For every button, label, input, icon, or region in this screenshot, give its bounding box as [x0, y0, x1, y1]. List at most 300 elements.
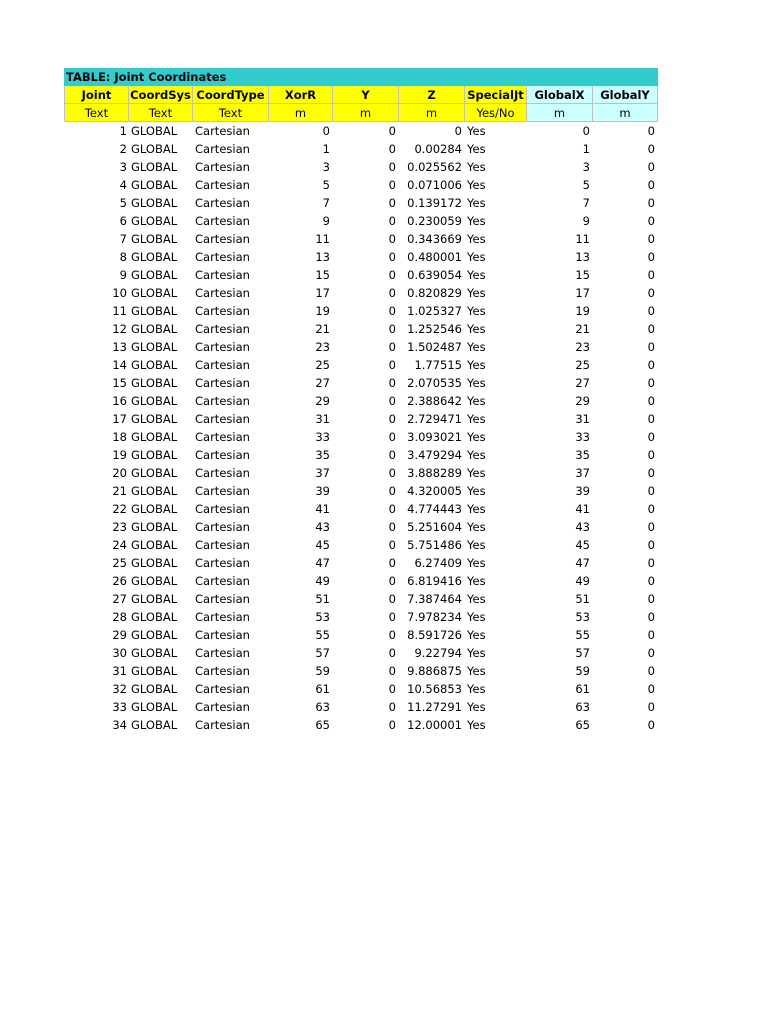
joint-cell: 17 — [112, 412, 127, 426]
coordsys-cell: GLOBAL — [131, 718, 178, 732]
joint-cell: 3 — [119, 160, 127, 174]
coordtype-cell: Cartesian — [195, 214, 250, 228]
globaly-cell: 0 — [647, 538, 655, 552]
joint-cell: 12 — [112, 322, 127, 336]
coordsys-cell: GLOBAL — [131, 556, 178, 570]
joint-cell: 31 — [112, 664, 127, 678]
coordsys-cell: GLOBAL — [131, 412, 178, 426]
joint-cell: 30 — [112, 646, 127, 660]
coordsys-cell: GLOBAL — [131, 628, 178, 642]
table-units-row — [64, 104, 658, 122]
coordtype-cell: Cartesian — [195, 502, 250, 516]
z-cell: 0.480001 — [407, 250, 462, 264]
globalx-cell: 61 — [575, 682, 590, 696]
globaly-cell: 0 — [647, 628, 655, 642]
header-specialjt: SpecialJt — [465, 86, 527, 104]
table-row — [64, 482, 658, 500]
specialjt-cell: Yes — [467, 430, 486, 444]
globalx-cell: 57 — [575, 646, 590, 660]
joint-cell: 21 — [112, 484, 127, 498]
joint-cell: 25 — [112, 556, 127, 570]
globaly-cell: 0 — [647, 376, 655, 390]
z-cell: 0.639054 — [407, 268, 462, 282]
joint-cell: 11 — [112, 304, 127, 318]
unit-globalx: m — [527, 104, 593, 122]
joint-cell: 26 — [112, 574, 127, 588]
globaly-cell: 0 — [647, 484, 655, 498]
coordsys-cell: GLOBAL — [131, 322, 178, 336]
specialjt-cell: Yes — [467, 466, 486, 480]
header-globalx: GlobalX — [527, 86, 593, 104]
coordtype-cell: Cartesian — [195, 610, 250, 624]
joint-coordinates-table — [64, 68, 658, 734]
table-row — [64, 626, 658, 644]
globalx-cell: 59 — [575, 664, 590, 678]
globalx-cell: 47 — [575, 556, 590, 570]
table-row — [64, 572, 658, 590]
coordtype-cell: Cartesian — [195, 538, 250, 552]
globaly-cell: 0 — [647, 556, 655, 570]
z-cell: 4.320005 — [407, 484, 462, 498]
joint-cell: 9 — [119, 268, 127, 282]
specialjt-cell: Yes — [467, 286, 486, 300]
y-cell: 0 — [388, 394, 396, 408]
z-cell: 0.820829 — [407, 286, 462, 300]
globaly-cell: 0 — [647, 340, 655, 354]
joint-cell: 14 — [112, 358, 127, 372]
y-cell: 0 — [388, 322, 396, 336]
table-row — [64, 698, 658, 716]
globalx-cell: 41 — [575, 502, 590, 516]
y-cell: 0 — [388, 556, 396, 570]
xorr-cell: 39 — [315, 484, 330, 498]
y-cell: 0 — [388, 628, 396, 642]
coordtype-cell: Cartesian — [195, 556, 250, 570]
coordsys-cell: GLOBAL — [131, 700, 178, 714]
z-cell: 2.729471 — [407, 412, 462, 426]
z-cell: 1.77515 — [414, 358, 462, 372]
y-cell: 0 — [388, 412, 396, 426]
globaly-cell: 0 — [647, 520, 655, 534]
xorr-cell: 61 — [315, 682, 330, 696]
specialjt-cell: Yes — [467, 664, 486, 678]
globaly-cell: 0 — [647, 142, 655, 156]
joint-cell: 18 — [112, 430, 127, 444]
y-cell: 0 — [388, 538, 396, 552]
joint-cell: 7 — [119, 232, 127, 246]
joint-cell: 6 — [119, 214, 127, 228]
globaly-cell: 0 — [647, 358, 655, 372]
z-cell: 0.230059 — [407, 214, 462, 228]
globalx-cell: 31 — [575, 412, 590, 426]
specialjt-cell: Yes — [467, 160, 486, 174]
globaly-cell: 0 — [647, 700, 655, 714]
globaly-cell: 0 — [647, 286, 655, 300]
xorr-cell: 51 — [315, 592, 330, 606]
specialjt-cell: Yes — [467, 502, 486, 516]
specialjt-cell: Yes — [467, 178, 486, 192]
globaly-cell: 0 — [647, 160, 655, 174]
z-cell: 7.978234 — [407, 610, 462, 624]
y-cell: 0 — [388, 358, 396, 372]
globaly-cell: 0 — [647, 196, 655, 210]
coordtype-cell: Cartesian — [195, 268, 250, 282]
z-cell: 1.502487 — [407, 340, 462, 354]
z-cell: 0.071006 — [407, 178, 462, 192]
specialjt-cell: Yes — [467, 646, 486, 660]
table-row — [64, 554, 658, 572]
specialjt-cell: Yes — [467, 682, 486, 696]
coordtype-cell: Cartesian — [195, 592, 250, 606]
coordsys-cell: GLOBAL — [131, 304, 178, 318]
coordtype-cell: Cartesian — [195, 430, 250, 444]
joint-cell: 15 — [112, 376, 127, 390]
globalx-cell: 49 — [575, 574, 590, 588]
z-cell: 11.27291 — [407, 700, 462, 714]
coordtype-cell: Cartesian — [195, 160, 250, 174]
y-cell: 0 — [388, 196, 396, 210]
globaly-cell: 0 — [647, 322, 655, 336]
globaly-cell: 0 — [647, 412, 655, 426]
globaly-cell: 0 — [647, 646, 655, 660]
y-cell: 0 — [388, 610, 396, 624]
y-cell: 0 — [388, 466, 396, 480]
joint-cell: 28 — [112, 610, 127, 624]
xorr-cell: 35 — [315, 448, 330, 462]
globalx-cell: 21 — [575, 322, 590, 336]
z-cell: 12.00001 — [407, 718, 462, 732]
coordtype-cell: Cartesian — [195, 124, 250, 138]
table-row — [64, 284, 658, 302]
z-cell: 0.343669 — [407, 232, 462, 246]
xorr-cell: 63 — [315, 700, 330, 714]
table-row — [64, 122, 658, 140]
globalx-cell: 37 — [575, 466, 590, 480]
joint-cell: 33 — [112, 700, 127, 714]
xorr-cell: 49 — [315, 574, 330, 588]
globalx-cell: 33 — [575, 430, 590, 444]
coordsys-cell: GLOBAL — [131, 394, 178, 408]
globalx-cell: 5 — [582, 178, 590, 192]
y-cell: 0 — [388, 646, 396, 660]
z-cell: 7.387464 — [407, 592, 462, 606]
xorr-cell: 53 — [315, 610, 330, 624]
globalx-cell: 13 — [575, 250, 590, 264]
y-cell: 0 — [388, 574, 396, 588]
coordtype-cell: Cartesian — [195, 718, 250, 732]
globalx-cell: 53 — [575, 610, 590, 624]
specialjt-cell: Yes — [467, 304, 486, 318]
coordsys-cell: GLOBAL — [131, 196, 178, 210]
z-cell: 10.56853 — [407, 682, 462, 696]
table-row — [64, 374, 658, 392]
xorr-cell: 19 — [315, 304, 330, 318]
z-cell: 2.070535 — [407, 376, 462, 390]
joint-cell: 32 — [112, 682, 127, 696]
globalx-cell: 65 — [575, 718, 590, 732]
joint-cell: 24 — [112, 538, 127, 552]
z-cell: 3.888289 — [407, 466, 462, 480]
coordsys-cell: GLOBAL — [131, 484, 178, 498]
joint-cell: 8 — [119, 250, 127, 264]
coordsys-cell: GLOBAL — [131, 124, 178, 138]
coordsys-cell: GLOBAL — [131, 592, 178, 606]
coordsys-cell: GLOBAL — [131, 520, 178, 534]
y-cell: 0 — [388, 250, 396, 264]
specialjt-cell: Yes — [467, 268, 486, 282]
y-cell: 0 — [388, 682, 396, 696]
coordtype-cell: Cartesian — [195, 484, 250, 498]
specialjt-cell: Yes — [467, 124, 486, 138]
z-cell: 5.751486 — [407, 538, 462, 552]
xorr-cell: 13 — [315, 250, 330, 264]
unit-coordtype: Text — [193, 104, 269, 122]
z-cell: 1.025327 — [407, 304, 462, 318]
coordtype-cell: Cartesian — [195, 394, 250, 408]
coordsys-cell: GLOBAL — [131, 502, 178, 516]
specialjt-cell: Yes — [467, 610, 486, 624]
header-xorr: XorR — [269, 86, 333, 104]
table-row — [64, 518, 658, 536]
table-row — [64, 266, 658, 284]
coordtype-cell: Cartesian — [195, 466, 250, 480]
globaly-cell: 0 — [647, 232, 655, 246]
specialjt-cell: Yes — [467, 214, 486, 228]
joint-cell: 20 — [112, 466, 127, 480]
globalx-cell: 17 — [575, 286, 590, 300]
table-row — [64, 536, 658, 554]
y-cell: 0 — [388, 340, 396, 354]
coordsys-cell: GLOBAL — [131, 340, 178, 354]
globalx-cell: 51 — [575, 592, 590, 606]
globaly-cell: 0 — [647, 430, 655, 444]
xorr-cell: 17 — [315, 286, 330, 300]
z-cell: 9.22794 — [414, 646, 462, 660]
coordsys-cell: GLOBAL — [131, 268, 178, 282]
coordtype-cell: Cartesian — [195, 250, 250, 264]
specialjt-cell: Yes — [467, 718, 486, 732]
xorr-cell: 27 — [315, 376, 330, 390]
z-cell: 1.252546 — [407, 322, 462, 336]
coordtype-cell: Cartesian — [195, 322, 250, 336]
coordtype-cell: Cartesian — [195, 448, 250, 462]
z-cell: 5.251604 — [407, 520, 462, 534]
coordtype-cell: Cartesian — [195, 232, 250, 246]
table-row — [64, 662, 658, 680]
z-cell: 0 — [454, 124, 462, 138]
y-cell: 0 — [388, 502, 396, 516]
specialjt-cell: Yes — [467, 340, 486, 354]
table-row — [64, 356, 658, 374]
globalx-cell: 7 — [582, 196, 590, 210]
unit-z: m — [399, 104, 465, 122]
globaly-cell: 0 — [647, 574, 655, 588]
xorr-cell: 1 — [322, 142, 330, 156]
globaly-cell: 0 — [647, 610, 655, 624]
xorr-cell: 41 — [315, 502, 330, 516]
y-cell: 0 — [388, 664, 396, 678]
unit-coordsys: Text — [129, 104, 193, 122]
y-cell: 0 — [388, 592, 396, 606]
globalx-cell: 29 — [575, 394, 590, 408]
joint-cell: 1 — [119, 124, 127, 138]
table-row — [64, 158, 658, 176]
y-cell: 0 — [388, 160, 396, 174]
xorr-cell: 45 — [315, 538, 330, 552]
coordsys-cell: GLOBAL — [131, 610, 178, 624]
z-cell: 0.025562 — [407, 160, 462, 174]
coordtype-cell: Cartesian — [195, 574, 250, 588]
globalx-cell: 0 — [582, 124, 590, 138]
xorr-cell: 23 — [315, 340, 330, 354]
globaly-cell: 0 — [647, 214, 655, 228]
coordsys-cell: GLOBAL — [131, 250, 178, 264]
table-row — [64, 212, 658, 230]
coordtype-cell: Cartesian — [195, 340, 250, 354]
y-cell: 0 — [388, 232, 396, 246]
globalx-cell: 63 — [575, 700, 590, 714]
coordsys-cell: GLOBAL — [131, 448, 178, 462]
joint-cell: 22 — [112, 502, 127, 516]
joint-cell: 34 — [112, 718, 127, 732]
coordtype-cell: Cartesian — [195, 664, 250, 678]
table-row — [64, 338, 658, 356]
joint-cell: 27 — [112, 592, 127, 606]
unit-y: m — [333, 104, 399, 122]
z-cell: 0.139172 — [407, 196, 462, 210]
unit-joint: Text — [64, 104, 129, 122]
y-cell: 0 — [388, 376, 396, 390]
coordsys-cell: GLOBAL — [131, 646, 178, 660]
table-row — [64, 446, 658, 464]
table-row — [64, 428, 658, 446]
coordtype-cell: Cartesian — [195, 412, 250, 426]
xorr-cell: 5 — [322, 178, 330, 192]
xorr-cell: 11 — [315, 232, 330, 246]
y-cell: 0 — [388, 484, 396, 498]
specialjt-cell: Yes — [467, 592, 486, 606]
coordsys-cell: GLOBAL — [131, 232, 178, 246]
specialjt-cell: Yes — [467, 556, 486, 570]
table-row — [64, 302, 658, 320]
coordtype-cell: Cartesian — [195, 196, 250, 210]
specialjt-cell: Yes — [467, 538, 486, 552]
joint-cell: 16 — [112, 394, 127, 408]
y-cell: 0 — [388, 700, 396, 714]
coordtype-cell: Cartesian — [195, 304, 250, 318]
specialjt-cell: Yes — [467, 394, 486, 408]
y-cell: 0 — [388, 142, 396, 156]
coordtype-cell: Cartesian — [195, 142, 250, 156]
globalx-cell: 27 — [575, 376, 590, 390]
table-row — [64, 590, 658, 608]
globalx-cell: 11 — [575, 232, 590, 246]
y-cell: 0 — [388, 178, 396, 192]
globaly-cell: 0 — [647, 664, 655, 678]
xorr-cell: 0 — [322, 124, 330, 138]
xorr-cell: 31 — [315, 412, 330, 426]
globaly-cell: 0 — [647, 250, 655, 264]
coordtype-cell: Cartesian — [195, 628, 250, 642]
z-cell: 6.819416 — [407, 574, 462, 588]
globalx-cell: 43 — [575, 520, 590, 534]
coordsys-cell: GLOBAL — [131, 214, 178, 228]
globaly-cell: 0 — [647, 304, 655, 318]
coordsys-cell: GLOBAL — [131, 430, 178, 444]
unit-specialjt: Yes/No — [465, 104, 527, 122]
specialjt-cell: Yes — [467, 196, 486, 210]
coordsys-cell: GLOBAL — [131, 574, 178, 588]
z-cell: 2.388642 — [407, 394, 462, 408]
xorr-cell: 9 — [322, 214, 330, 228]
specialjt-cell: Yes — [467, 232, 486, 246]
globalx-cell: 19 — [575, 304, 590, 318]
header-coordtype: CoordType — [193, 86, 269, 104]
xorr-cell: 21 — [315, 322, 330, 336]
joint-cell: 13 — [112, 340, 127, 354]
globaly-cell: 0 — [647, 448, 655, 462]
unit-globaly: m — [593, 104, 658, 122]
z-cell: 6.27409 — [414, 556, 462, 570]
globaly-cell: 0 — [647, 394, 655, 408]
table-row — [64, 392, 658, 410]
coordsys-cell: GLOBAL — [131, 160, 178, 174]
table-row — [64, 194, 658, 212]
table-row — [64, 230, 658, 248]
coordtype-cell: Cartesian — [195, 178, 250, 192]
specialjt-cell: Yes — [467, 322, 486, 336]
xorr-cell: 33 — [315, 430, 330, 444]
globalx-cell: 55 — [575, 628, 590, 642]
xorr-cell: 57 — [315, 646, 330, 660]
coordtype-cell: Cartesian — [195, 358, 250, 372]
globalx-cell: 45 — [575, 538, 590, 552]
y-cell: 0 — [388, 448, 396, 462]
joint-cell: 19 — [112, 448, 127, 462]
globalx-cell: 3 — [582, 160, 590, 174]
xorr-cell: 7 — [322, 196, 330, 210]
globalx-cell: 23 — [575, 340, 590, 354]
joint-cell: 5 — [119, 196, 127, 210]
xorr-cell: 55 — [315, 628, 330, 642]
coordsys-cell: GLOBAL — [131, 664, 178, 678]
globalx-cell: 1 — [582, 142, 590, 156]
coordsys-cell: GLOBAL — [131, 538, 178, 552]
globalx-cell: 35 — [575, 448, 590, 462]
header-coordsys: CoordSys — [129, 86, 193, 104]
y-cell: 0 — [388, 304, 396, 318]
table-row — [64, 410, 658, 428]
coordtype-cell: Cartesian — [195, 376, 250, 390]
joint-cell: 4 — [119, 178, 127, 192]
table-row — [64, 464, 658, 482]
y-cell: 0 — [388, 214, 396, 228]
unit-xorr: m — [269, 104, 333, 122]
table-row — [64, 320, 658, 338]
globaly-cell: 0 — [647, 718, 655, 732]
specialjt-cell: Yes — [467, 142, 486, 156]
specialjt-cell: Yes — [467, 520, 486, 534]
y-cell: 0 — [388, 286, 396, 300]
z-cell: 0.00284 — [414, 142, 462, 156]
xorr-cell: 47 — [315, 556, 330, 570]
globaly-cell: 0 — [647, 502, 655, 516]
header-y: Y — [333, 86, 399, 104]
coordtype-cell: Cartesian — [195, 520, 250, 534]
header-globaly: GlobalY — [593, 86, 658, 104]
y-cell: 0 — [388, 124, 396, 138]
globaly-cell: 0 — [647, 592, 655, 606]
